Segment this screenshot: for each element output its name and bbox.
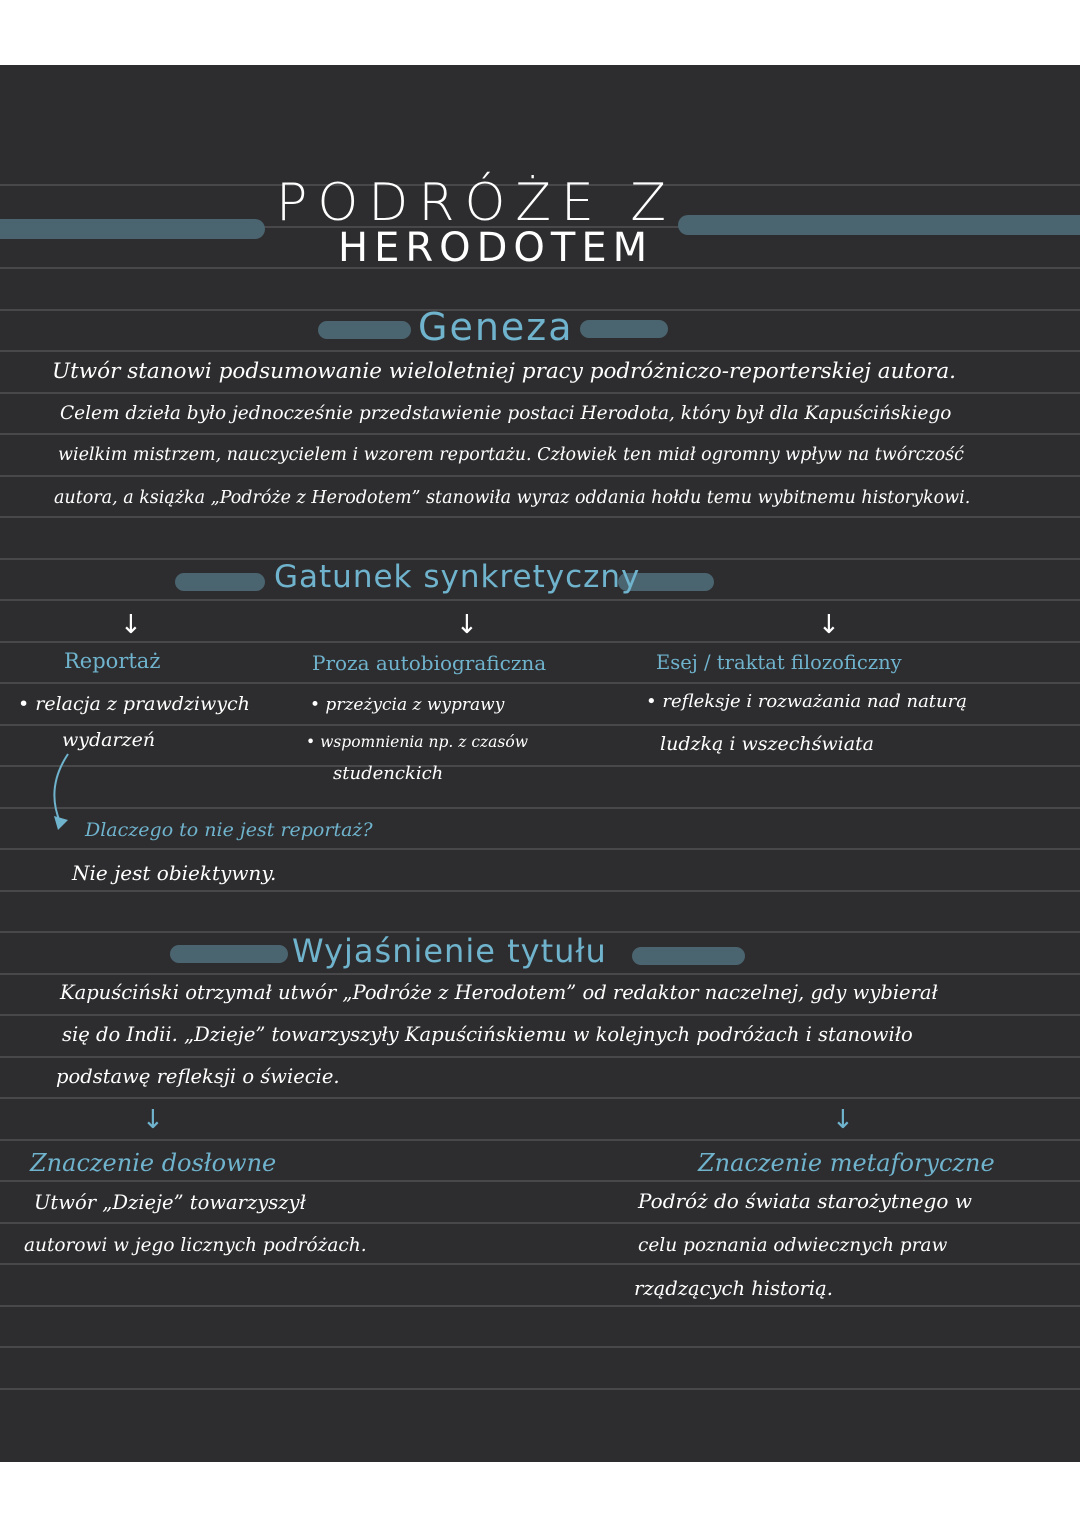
- genre-reportaz-line-1: • relacja z prawdziwych: [18, 693, 250, 715]
- wyjasnienie-line-1: Kapuściński otrzymał utwór „Podróże z Herodotem” od redaktor naczelnej, gdy wybierał: [60, 981, 938, 1004]
- genre-esej-line-1: • refleksje i rozważania nad naturą: [646, 691, 967, 712]
- wyjasnienie-heading: Wyjaśnienie tytułu: [292, 932, 607, 970]
- genre-proza-line-3: studenckich: [333, 763, 444, 784]
- wyjasnienie-line-2: się do Indii. „Dzieje” towarzyszyły Kapuścińskiemu w kolejnych podróżach i stanowiło: [62, 1023, 913, 1046]
- title-bar-left: [0, 219, 265, 239]
- arrow-down-icon: ↓: [818, 610, 840, 640]
- genre-proza-title: Proza autobiograficzna: [312, 651, 547, 675]
- answer-text: Nie jest obiektywny.: [72, 861, 277, 885]
- arrow-down-icon: ↓: [832, 1105, 854, 1135]
- geneza-bar-left: [318, 321, 411, 339]
- znaczenie-doslowne-line-1: Utwór „Dzieje” towarzyszył: [34, 1191, 306, 1214]
- gatunek-bar-left: [175, 573, 265, 591]
- page-title-line2: HERODOTEM: [338, 225, 654, 271]
- znaczenie-doslowne-title: Znaczenie dosłowne: [30, 1149, 277, 1177]
- gatunek-heading: Gatunek synkretyczny: [274, 559, 641, 595]
- genre-proza-line-2: • wspomnienia np. z czasów: [306, 733, 528, 751]
- znaczenie-metaforyczne-line-1: Podróż do świata starożytnego w: [638, 1189, 972, 1213]
- znaczenie-metaforyczne-line-3: rządzących historią.: [634, 1277, 833, 1300]
- znaczenie-metaforyczne-title: Znaczenie metaforyczne: [698, 1149, 995, 1177]
- notebook-page: [0, 65, 1080, 1462]
- genre-esej-title: Esej / traktat filozoficzny: [656, 651, 902, 674]
- znaczenie-metaforyczne-line-2: celu poznania odwiecznych praw: [638, 1235, 948, 1256]
- wyjasnienie-line-3: podstawę refleksji o świecie.: [56, 1065, 340, 1088]
- znaczenie-doslowne-line-2: autorowi w jego licznych podróżach.: [24, 1235, 367, 1256]
- arrow-down-icon: ↓: [456, 610, 478, 640]
- geneza-line-4: autora, a książka „Podróże z Herodotem” stanowiła wyraz oddania hołdu temu wybitnemu historykowi.: [54, 488, 971, 508]
- geneza-line-3: wielkim mistrzem, nauczycielem i wzorem reportażu. Człowiek ten miał ogromny wpływ na twórczość: [58, 445, 964, 465]
- geneza-line-2: Celem dzieła było jednocześnie przedstawienie postaci Herodota, który był dla Kapuścińskiego: [60, 403, 952, 424]
- arrow-down-icon: ↓: [120, 610, 142, 640]
- title-bar-right: [678, 215, 1080, 235]
- geneza-bar-right: [580, 320, 668, 338]
- curved-arrow-icon: [46, 750, 76, 840]
- geneza-heading: Geneza: [418, 305, 574, 349]
- wyjasnienie-bar-right: [632, 947, 745, 965]
- genre-proza-line-1: • przeżycia z wyprawy: [310, 695, 505, 715]
- arrow-down-icon: ↓: [142, 1105, 164, 1135]
- geneza-line-1: Utwór stanowi podsumowanie wieloletniej pracy podróżniczo-reporterskiej autora.: [52, 359, 956, 384]
- genre-esej-line-2: ludzką i wszechświata: [660, 733, 875, 755]
- page-title-line1: PODRÓŻE Z: [276, 173, 677, 233]
- genre-reportaz-title: Reportaż: [64, 649, 161, 673]
- question-text: Dlaczego to nie jest reportaż?: [85, 819, 373, 841]
- genre-reportaz-line-2: wydarzeń: [62, 729, 156, 751]
- wyjasnienie-bar-left: [170, 945, 288, 963]
